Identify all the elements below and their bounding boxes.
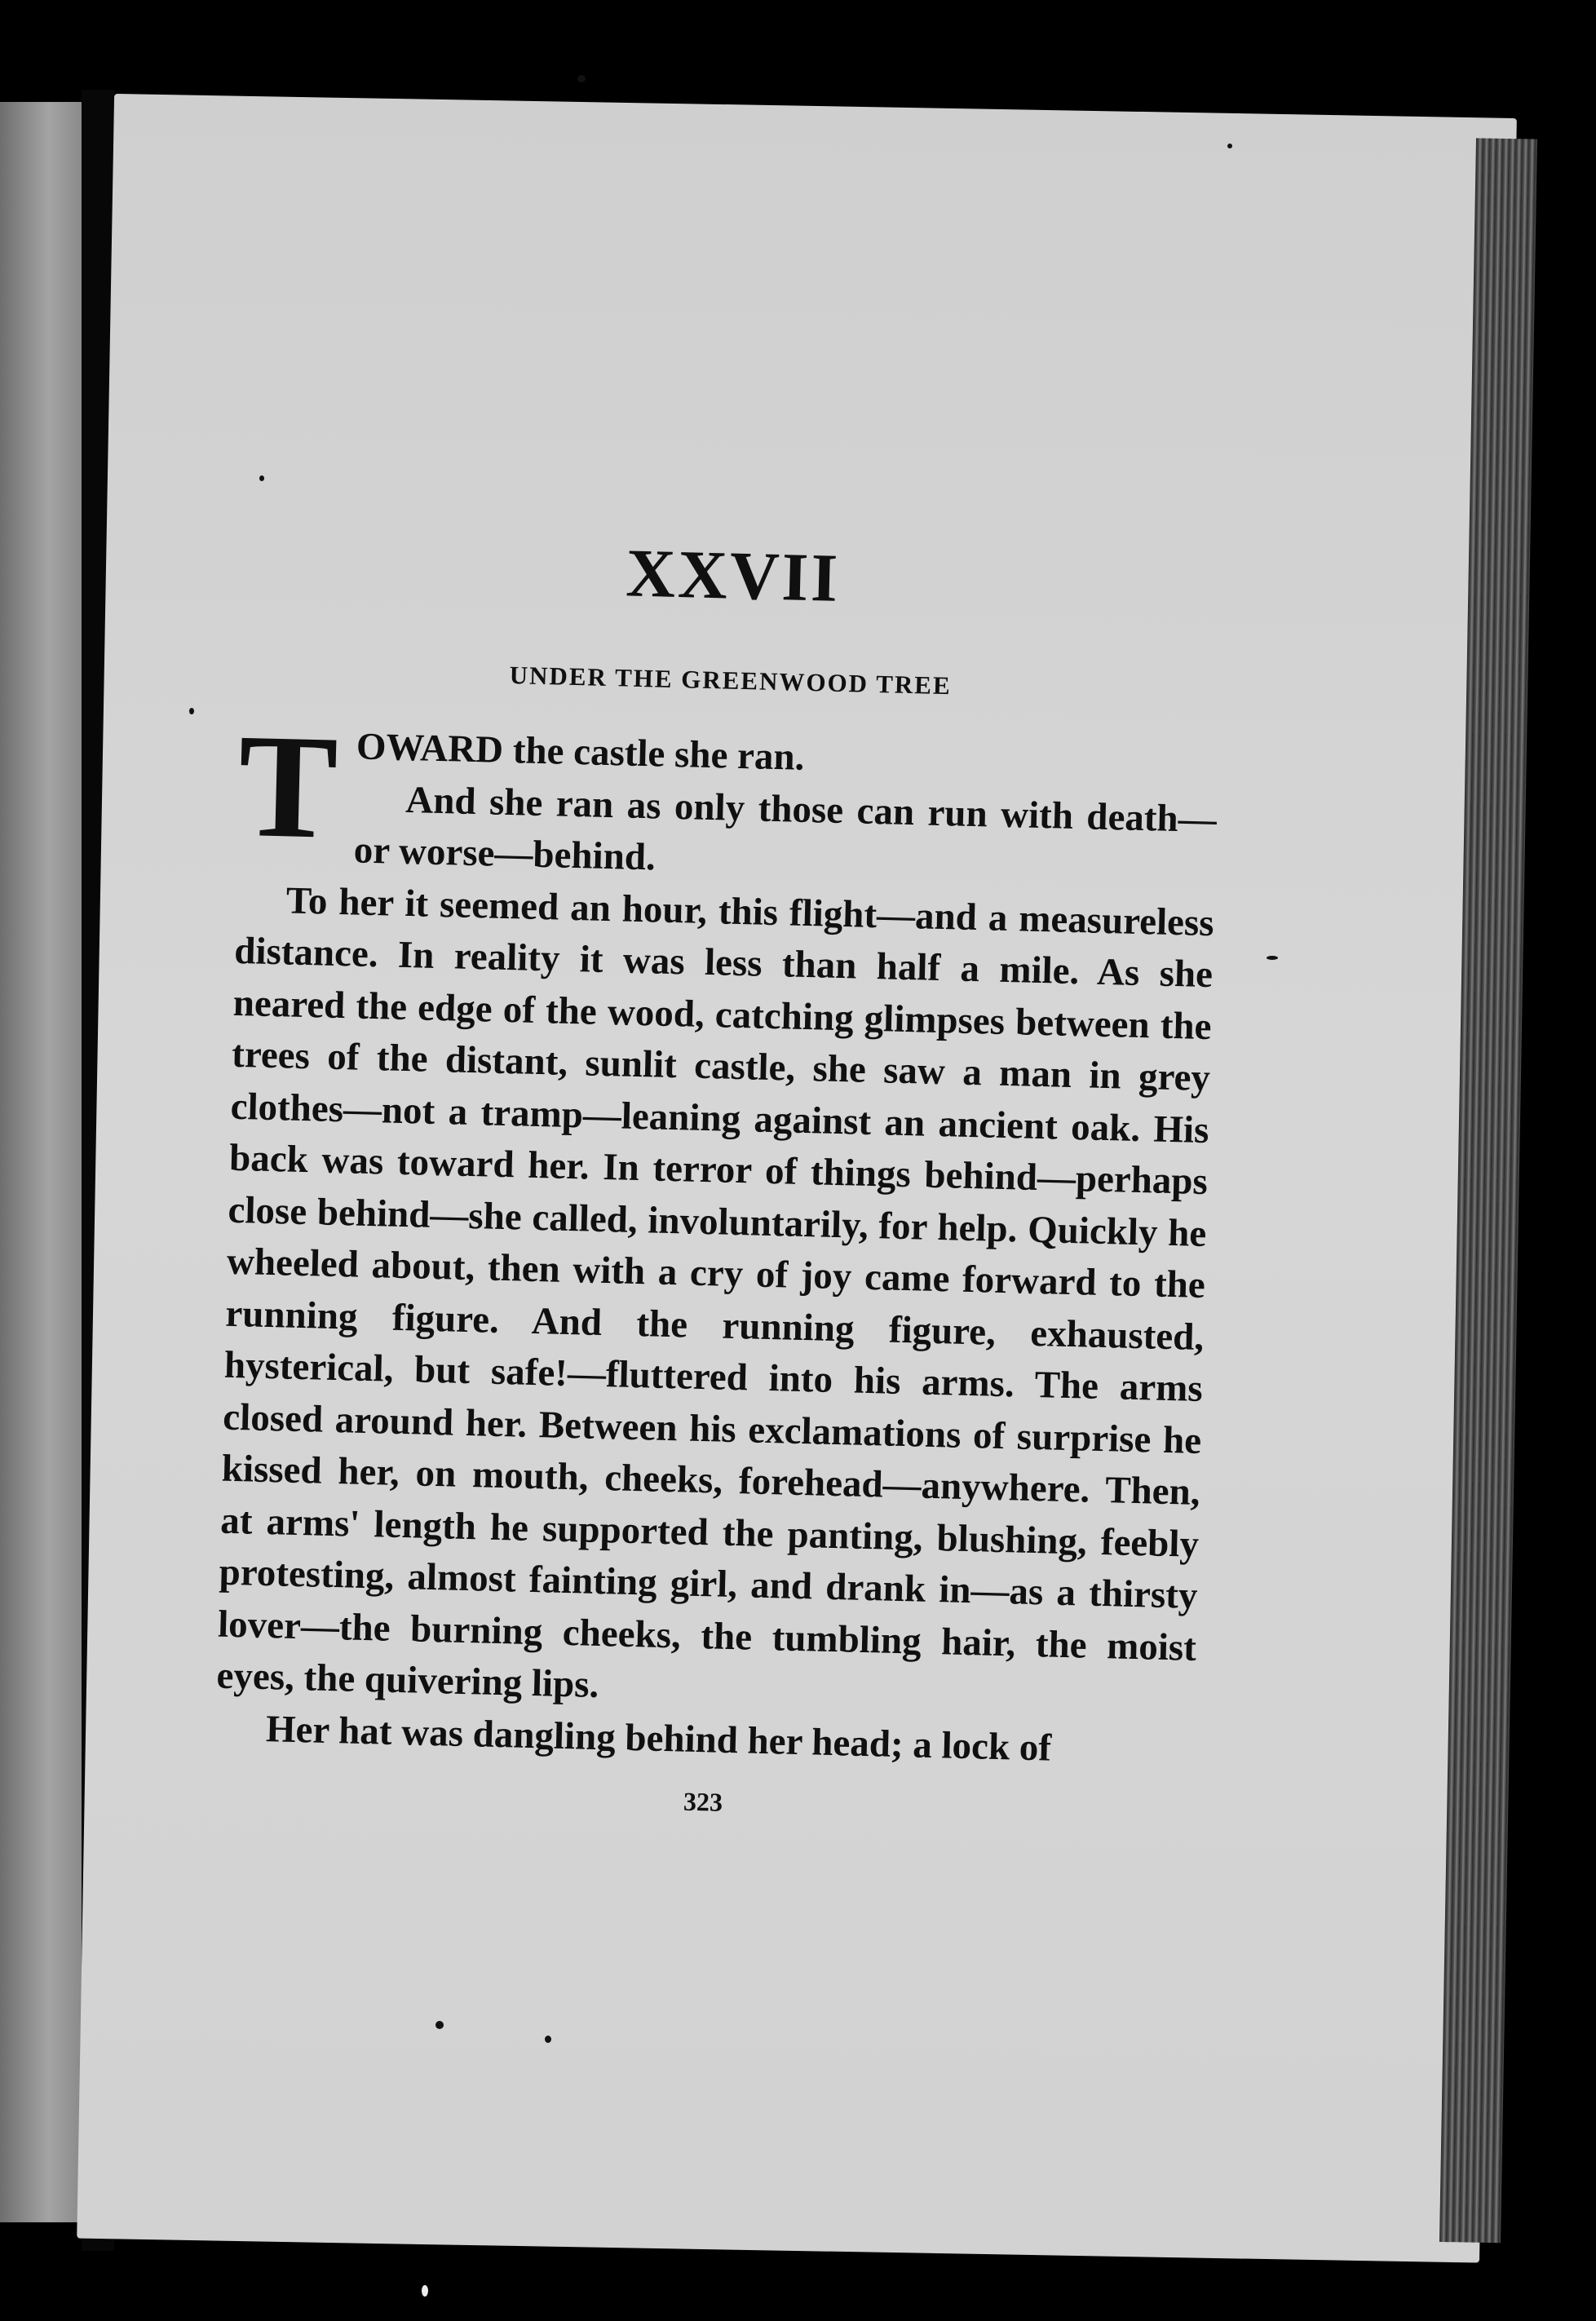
dust-speck — [545, 2036, 551, 2043]
chapter-number: XXVII — [625, 535, 842, 617]
opening-paragraph — [236, 703, 1218, 898]
page-text-block — [214, 530, 1223, 1829]
dust-speck — [422, 2285, 428, 2297]
left-page-edge — [0, 102, 82, 2222]
body-paragraph: To her it seemed an hour, this flight—and a measureless distance. In reality it was less than half a mile. As she neared the edge of the wood, catching glimpses between the trees of the distant, sunlit castle, she saw a man in grey clothes—not a tramp—leaning against an ancient oak. His back was toward her. In terror of things behind—perhaps close behind—she called, involuntarily, for help. Quickly he wheeled about, then with a cry of joy came forward to the running figure. And the running figure, exhausted, hysterical, but safe!—fluttered into his arms. The arms closed around her. Between his exclamations of surprise he kissed her, on mouth, cheeks, forehead—anywhere. Then, at arms' length he supported the panting, blushing, feebly protesting, almost fainting girl, and drank in—as a thirsty lover—the burning cheeks, the tumbling hair, the moist eyes, the quivering lips. — [216, 878, 1215, 1707]
drop-cap: T — [236, 703, 340, 870]
dust-speck — [577, 75, 586, 82]
body-paragraph: And she ran as only those can run with death—or worse—behind. — [353, 778, 1218, 879]
dust-speck — [259, 475, 264, 481]
dust-speck — [1227, 144, 1232, 148]
opening-line: OWARD the castle she ran. — [356, 725, 806, 779]
dust-speck — [435, 2021, 444, 2029]
chapter-title: UNDER THE GREENWOOD TREE — [509, 660, 953, 701]
page-number: 323 — [683, 1786, 723, 1817]
body-paragraph: Her hat was dangling behind her head; a lock of — [265, 1707, 1052, 1770]
dust-speck — [1267, 956, 1278, 960]
dust-speck — [189, 708, 194, 714]
